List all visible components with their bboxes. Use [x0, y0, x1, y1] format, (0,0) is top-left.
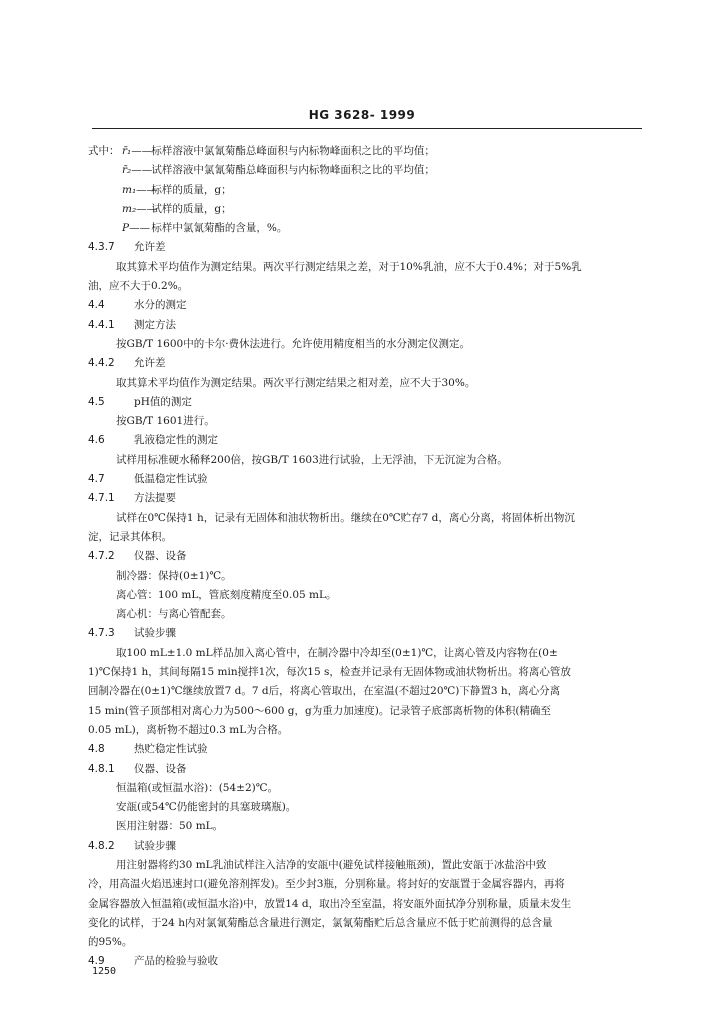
section-4-8-2-line: 金属容器放入恒温箱(或恒温水浴)中，放置14 d，取出冷至室温，将安瓿外面拭净分别称量，质量未发生	[88, 897, 572, 910]
section-4-7-3-line: 15 min(管子顶部相对离心力为500～600 g，g为重力加速度)。记录管子底部离析物的体积(精确至	[88, 704, 551, 717]
section-4-8-2-heading: 4.8.2 试验步骤	[88, 839, 176, 852]
header-rule	[92, 128, 642, 129]
page-number: 1250	[92, 966, 117, 977]
section-4-4-2-text: 取其算术平均值作为测定结果。两次平行测定结果之相对差，应不大于30%。	[116, 376, 476, 389]
section-4-8-2-line: 的95%。	[88, 936, 133, 949]
section-4-9-heading: 4.9 产品的检验与验收	[88, 955, 218, 968]
section-4-8-1-heading: 4.8.1 仪器、设备	[88, 762, 187, 775]
standard-header: HG 3628- 1999	[308, 108, 416, 122]
where-line-5: P—— 标样中氯氰菊酯的含量，%。	[122, 222, 288, 235]
section-4-7-1-text: 试样在0℃保持1 h，记录有无固体和油状物析出。继续在0℃贮存7 d，离心分离，将固体析出物沉	[116, 511, 575, 524]
section-4-8-heading: 4.8 热贮稳定性试验	[88, 743, 208, 756]
section-4-7-2-item: 制冷器：保持(0±1)℃。	[116, 569, 232, 582]
section-4-5-heading: 4.5 pH值的测定	[88, 395, 192, 408]
section-4-5-text: 按GB/T 1601进行。	[116, 415, 215, 428]
section-4-3-7-heading: 4.3.7 允许差	[88, 241, 166, 254]
section-4-7-3-line: 0.05 mL)，离析物不超过0.3 mL为合格。	[88, 723, 289, 736]
section-4-7-2-item: 离心管：100 mL，管底刻度精度至0.05 mL。	[116, 588, 337, 601]
where-line-2: r̄₂—— 试样溶液中氯氰菊酯总峰面积与内标物峰面积之比的平均值；	[122, 164, 435, 177]
section-4-4-1-heading: 4.4.1 测定方法	[88, 318, 176, 331]
section-4-7-2-item: 离心机：与离心管配套。	[116, 608, 232, 621]
section-4-6-heading: 4.6 乳液稳定性的测定	[88, 434, 218, 447]
section-4-7-heading: 4.7 低温稳定性试验	[88, 473, 208, 486]
section-4-7-3-line: 1)℃保持1 h，其间每隔15 min搅拌1次，每次15 s，检查并记录有无固体物或油状物析出。将离心管放	[88, 666, 571, 679]
section-4-7-3-line: 取100 mL±1.0 mL样品加入离心管中，在制冷器中冷却至(0±1)℃，让离心管及内容物在(0±	[116, 646, 558, 659]
where-line-4: m₂—— 试样的质量，g；	[122, 202, 232, 215]
section-4-7-1-heading: 4.7.1 方法提要	[88, 492, 176, 505]
section-4-3-7-text: 取其算术平均值作为测定结果。两次平行测定结果之差，对于10%乳油，应不大于0.4%；对于5%乳	[116, 260, 582, 273]
section-4-4-2-heading: 4.4.2 允许差	[88, 357, 166, 370]
where-line-3: m₁—— 标样的质量，g；	[122, 183, 232, 196]
section-4-7-2-heading: 4.7.2 仪器、设备	[88, 550, 187, 563]
section-4-4-1-text: 按GB/T 1600中的卡尔·费休法进行。允许使用精度相当的水分测定仪测定。	[116, 337, 471, 350]
section-4-8-1-item: 医用注射器：50 mL。	[116, 820, 224, 833]
section-4-3-7-text-cont: 油，应不大于0.2%。	[88, 280, 189, 293]
where-line-1: 式中： r̄₁—— 标样溶液中氯氰菊酯总峰面积与内标物峰面积之比的平均值；	[88, 142, 648, 161]
section-4-7-3-heading: 4.7.3 试验步骤	[88, 627, 176, 640]
section-4-8-2-line: 冷，用高温火焰迅速封口(避免溶剂挥发)。至少封3瓶，分别称量。将封好的安瓿置于金属容器内，再将	[88, 878, 565, 891]
section-4-7-3-line: 回制冷器在(0±1)℃继续放置7 d。7 d后，将离心管取出，在室温(不超过20℃)下静置3 h，离心分离	[88, 685, 561, 698]
section-4-8-2-line: 变化的试样，于24 h内对氯氰菊酯总含量进行测定，氯氰菊酯贮后总含量应不低于贮前测得的总含量	[88, 916, 553, 929]
section-4-6-text: 试样用标准硬水稀释200倍，按GB/T 1603进行试验，上无浮油，下无沉淀为合格。	[116, 453, 508, 466]
section-4-8-1-item: 安瓿(或54℃仍能密封的具塞玻璃瓶)。	[116, 801, 297, 814]
section-4-4-heading: 4.4 水分的测定	[88, 299, 187, 312]
document-body	[88, 142, 648, 972]
section-4-8-1-item: 恒温箱(或恒温水浴)：(54±2)℃。	[116, 781, 278, 794]
where-lead: 式中：	[88, 145, 120, 157]
section-4-8-2-line: 用注射器将约30 mL乳油试样注入洁净的安瓿中(避免试样接触瓶颈)，置此安瓿于冰盐浴中致	[116, 858, 547, 871]
section-4-7-1-text-cont: 淀，记录其体积。	[88, 530, 172, 543]
